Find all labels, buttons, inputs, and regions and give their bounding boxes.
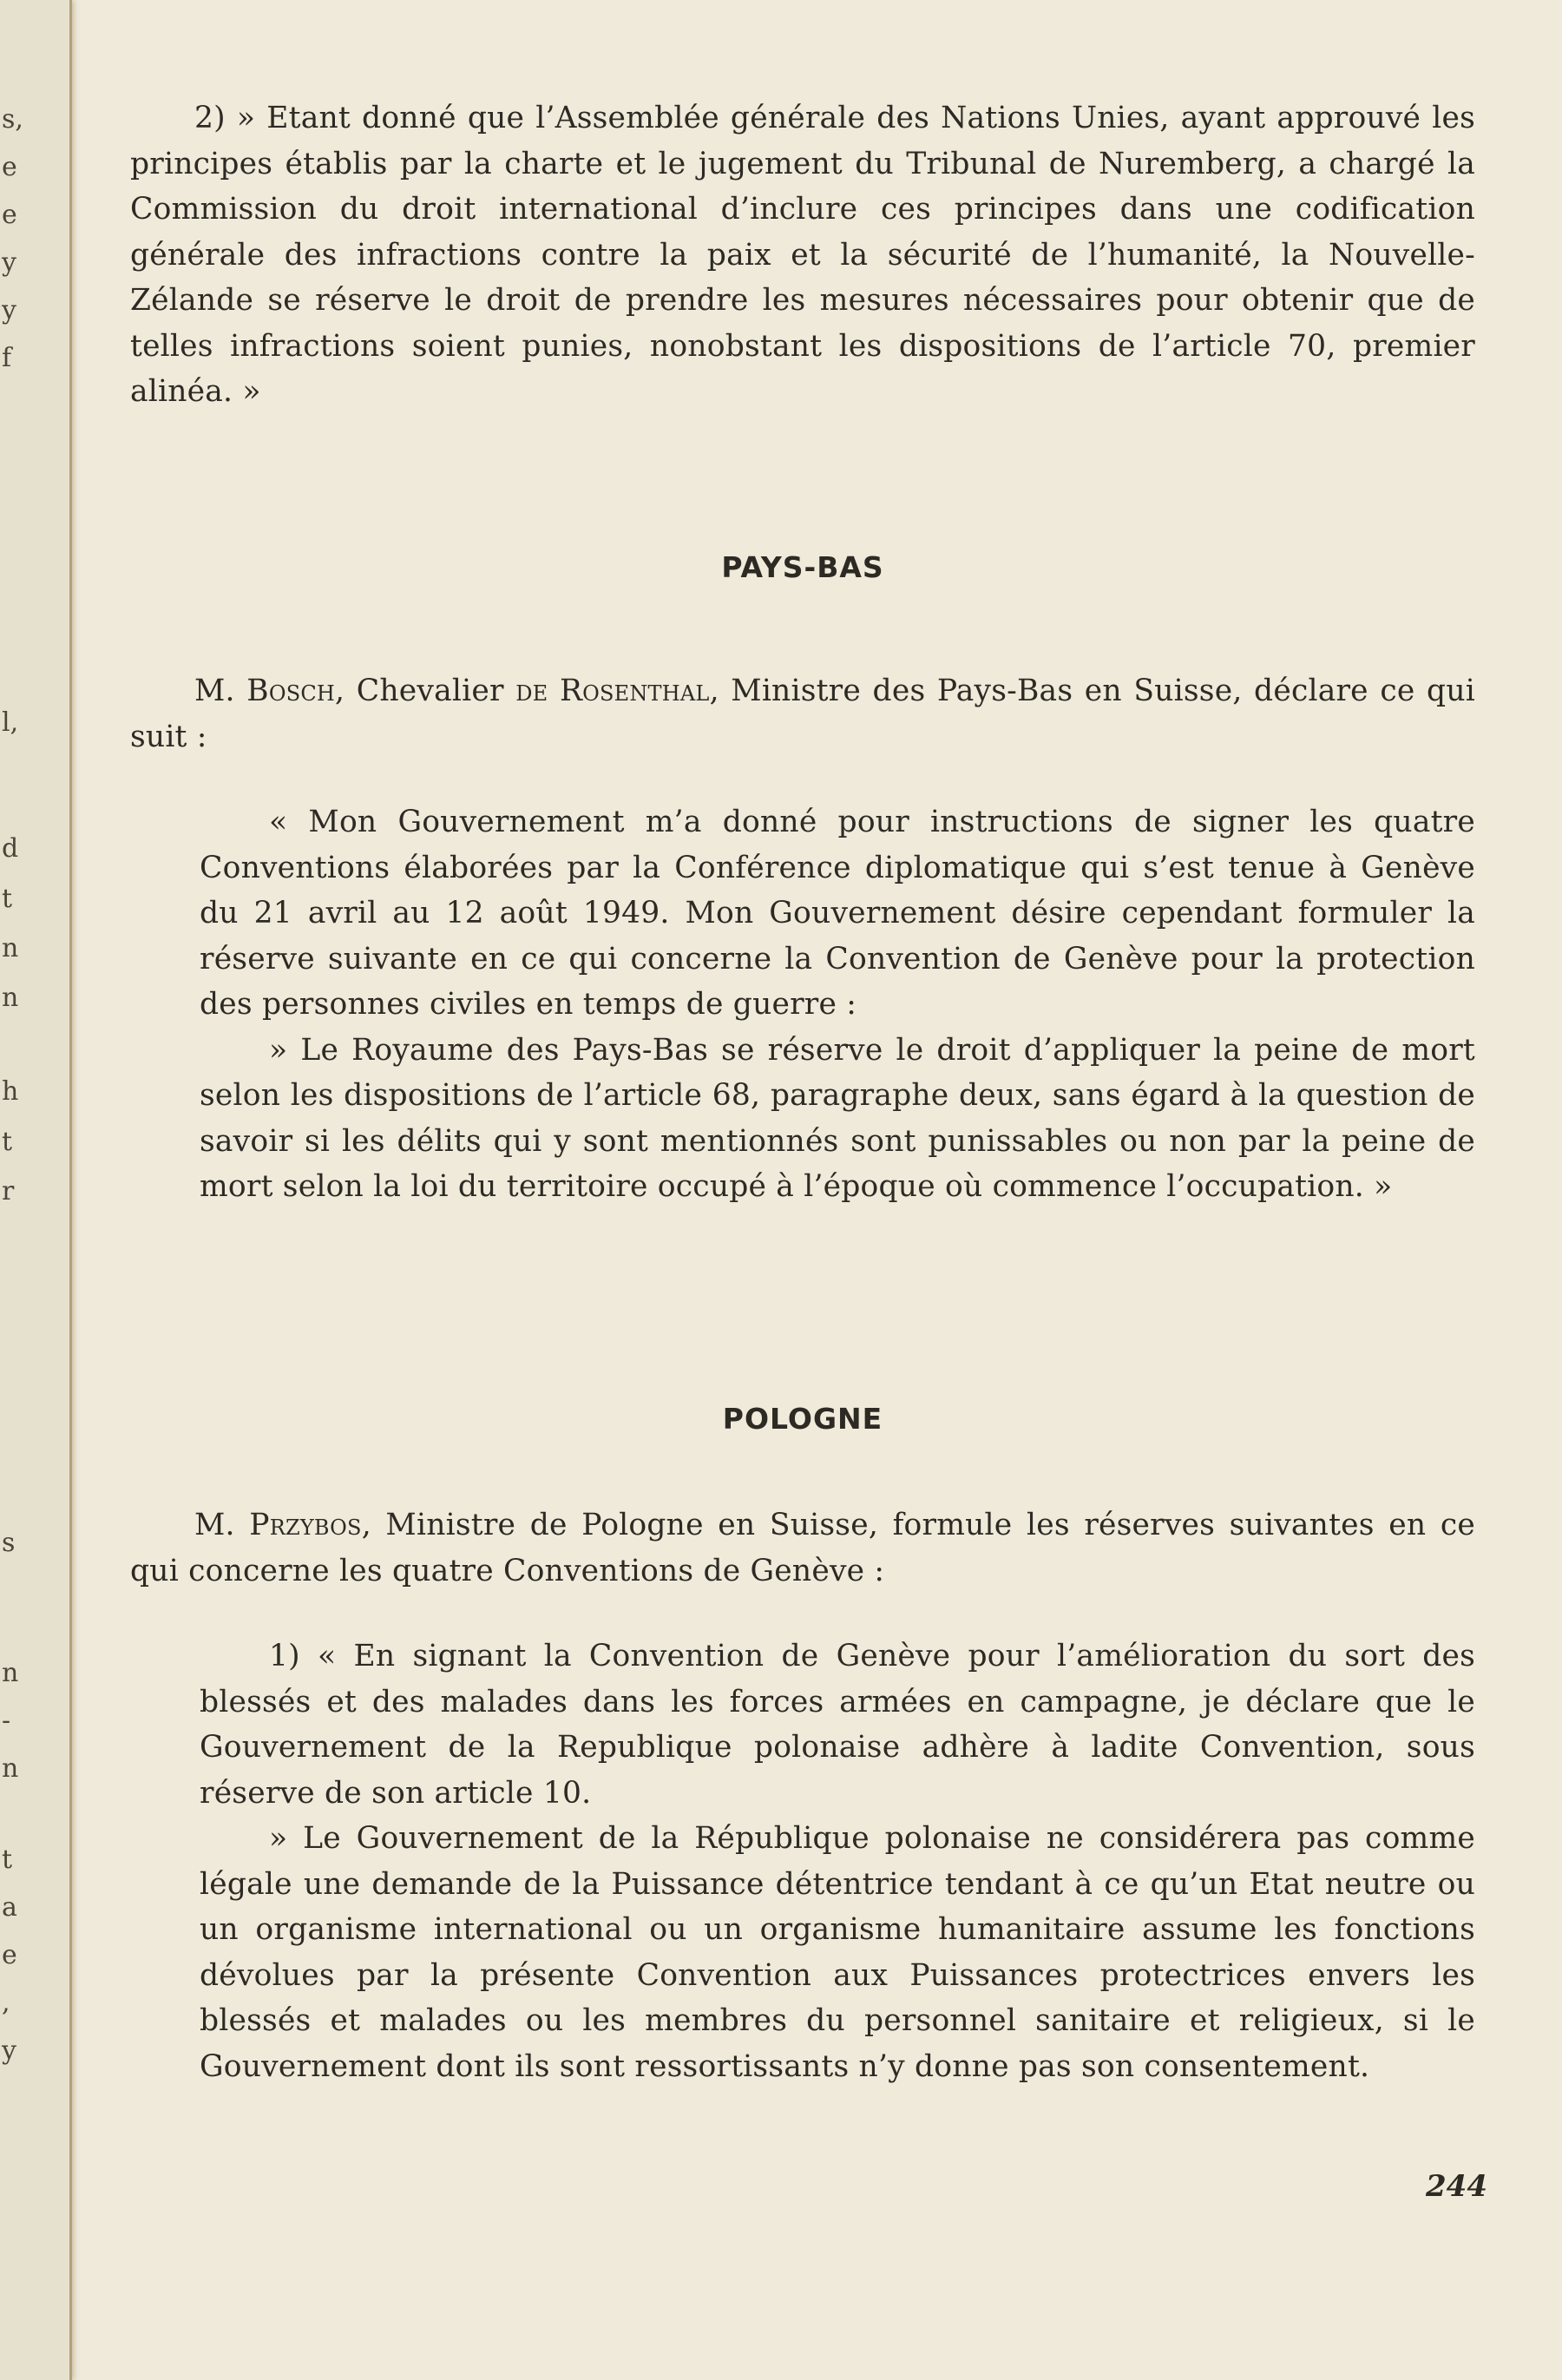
document-page bbox=[130, 95, 1475, 2089]
margin-fragment: f bbox=[2, 343, 12, 373]
pologne-quote-1: 1) « En signant la Convention de Genève pour l’amélioration du sort des blessés et des malades dans les forces armées en campagne, je déclare que le Gouvernement de la Republique polonaise adhère à ladite Convention, sous réserve de son article 10. bbox=[200, 1639, 1475, 1811]
margin-fragment: n bbox=[2, 983, 19, 1013]
margin-fragment: e bbox=[2, 200, 17, 230]
pologne-quote-2: » Le Gouvernement de la République polonaise ne considérera pas comme légale une demande de la Puissance détentrice tendant à ce qu’un Etat neutre ou un organisme international ou un organisme humanitaire assume les fonctions dévolues par la présente Convention aux Puissances protectrices envers les blessés et malades ou les membres du personnel sanitaire et religieux, si le Gouvernement dont ils sont ressortissants n’y donne pas son consentement. bbox=[200, 1821, 1475, 2084]
adjacent-page-margin bbox=[0, 0, 72, 2380]
pologne-intro bbox=[130, 1502, 1475, 1594]
margin-fragment: t bbox=[2, 884, 13, 914]
margin-fragment: t bbox=[2, 1127, 13, 1157]
intro-prefix: M. bbox=[194, 674, 247, 708]
intro-prefix: M. bbox=[194, 1508, 250, 1542]
margin-fragment: s, bbox=[2, 104, 23, 135]
delegate-title-name: Rosenthal bbox=[548, 674, 710, 708]
margin-fragment: - bbox=[2, 1706, 11, 1736]
margin-fragment: y bbox=[2, 2035, 16, 2066]
margin-fragment: y bbox=[2, 295, 16, 325]
margin-fragment: y bbox=[2, 247, 16, 278]
intro-rest: , Ministre des Pays-Bas en Suisse, déclare ce qui suit : bbox=[130, 674, 1475, 754]
delegate-name: Bosch bbox=[246, 674, 336, 708]
pays-bas-quote-2: » Le Royaume des Pays-Bas se réserve le droit d’appliquer la peine de mort selon les dispositions de l’article 68, paragraphe deux, sans égard à la question de savoir si les délits qui y sont mentionnés sont punissables ou non par la peine de mort selon la loi du territoire occupé à l’époque où commence l’occupation. » bbox=[200, 1032, 1475, 1204]
nz-reservation-paragraph: 2) » Etant donné que l’Assemblée générale des Nations Unies, ayant approuvé les principes établis par la charte et le jugement du Tribunal de Nuremberg, a chargé la Commission du droit international d’inclure ces principes dans une codification générale des infractions contre la paix et la sécurité de l’humanité, la Nouvelle-Zélande se réserve le droit de prendre les mesures nécessaires pour obtenir que de telles infractions soient punies, nonobstant les dispositions de l’article 70, premier alinéa. » bbox=[130, 101, 1475, 409]
pologne-quote-block bbox=[200, 1634, 1475, 2089]
margin-fragment: , bbox=[2, 1988, 10, 2018]
intro-rest: , Ministre de Pologne en Suisse, formule les réserves suivantes en ce qui concerne les quatre Conventions de Genève : bbox=[130, 1508, 1475, 1588]
margin-fragment: r bbox=[2, 1176, 15, 1206]
margin-fragment: n bbox=[2, 1753, 19, 1784]
page-number: 244 bbox=[1426, 2169, 1487, 2204]
margin-fragment: h bbox=[2, 1076, 19, 1107]
nobility-particle: de bbox=[515, 674, 548, 708]
margin-fragment: n bbox=[2, 933, 19, 963]
section-heading-pays-bas: PAYS-BAS bbox=[721, 549, 884, 584]
margin-fragment: n bbox=[2, 1658, 19, 1688]
pays-bas-quote-1: « Mon Gouvernement m’a donné pour instructions de signer les quatre Conventions élaborées par la Conférence diplomatique qui s’est tenue à Genève du 21 avril au 12 août 1949. Mon Gouvernement désire cependant formuler la réserve suivante en ce qui concerne la Convention de Genève pour la protection des personnes civiles en temps de guerre : bbox=[200, 805, 1475, 1022]
margin-fragment: l, bbox=[2, 707, 19, 738]
pays-bas-quote-block bbox=[200, 799, 1475, 1210]
margin-fragment: a bbox=[2, 1892, 17, 1923]
margin-fragment: t bbox=[2, 1844, 13, 1875]
margin-fragment: e bbox=[2, 152, 17, 182]
pays-bas-intro bbox=[130, 668, 1475, 759]
margin-fragment: e bbox=[2, 1940, 17, 1970]
margin-fragment: d bbox=[2, 833, 19, 864]
delegate-name: Przybos bbox=[249, 1508, 362, 1542]
margin-fragment: s bbox=[2, 1528, 16, 1558]
intro-mid: , Chevalier bbox=[335, 674, 516, 708]
section-heading-pologne: POLOGNE bbox=[722, 1401, 883, 1436]
